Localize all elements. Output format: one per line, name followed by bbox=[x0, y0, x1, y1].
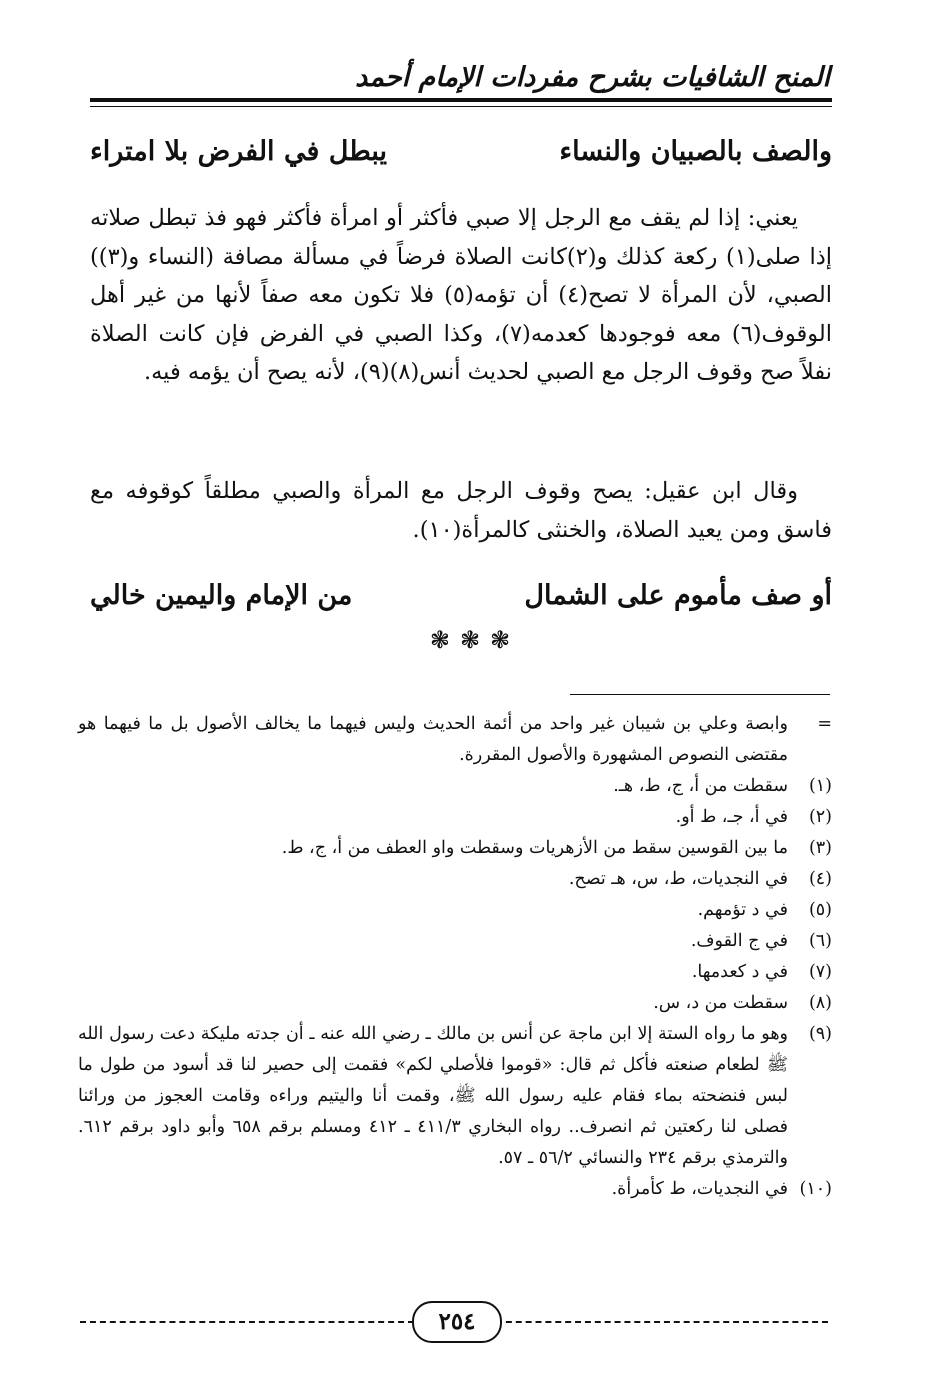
footnote-text: في د تؤمهم. bbox=[697, 900, 788, 920]
footnotes-block bbox=[78, 709, 832, 1205]
footnote-4 bbox=[78, 864, 832, 895]
footnote-text: في النجديات، ط كأمرأة. bbox=[611, 1179, 788, 1199]
footnote-text: وابصة وعلي بن شيبان غير واحد من أئمة الحديث وليس فيهما ما يخالف الأصول بل ما فيهما هو مقتضى النصوص المشهورة والأصول المقررة. bbox=[78, 714, 788, 765]
footnote-8 bbox=[78, 988, 832, 1019]
verse-1-first-hemistich: والصف بالصبيان والنساء bbox=[559, 136, 832, 167]
footnote-marker: (١٠) bbox=[799, 1179, 832, 1199]
page-number: ٢٥٤ bbox=[412, 1301, 502, 1343]
footnote-marker: (١) bbox=[808, 776, 832, 796]
footnote-marker: (٢) bbox=[808, 807, 832, 827]
footnote-text: في ج القوف. bbox=[690, 931, 788, 951]
verse-2-second-hemistich: من الإمام واليمين خالي bbox=[90, 580, 353, 611]
footnote-5 bbox=[78, 895, 832, 926]
verse-line-2 bbox=[90, 580, 832, 611]
commentary-paragraph-2 bbox=[90, 472, 832, 549]
header-rule-thin bbox=[90, 106, 832, 107]
verse-1-second-hemistich: يبطل في الفرض بلا امتراء bbox=[90, 136, 388, 167]
footnote-text: سقطت من د، س. bbox=[653, 993, 788, 1013]
footer-dashed-rule-left bbox=[80, 1321, 414, 1323]
paragraph-1-text: يعني: إذا لم يقف مع الرجل إلا صبي فأكثر أو امرأة فأكثر فهو فذ تبطل صلاته إذا صلى(١) ركعة كذلك و(٢)كانت الصلاة فرضاً في مسألة مصافة (النساء و(٣)) الصبي، لأن المرأة لا تصح(٤) أن تؤمه(٥) فلا تكون معه صفاً لأنها من غير أهل الوقوف(٦) معه فوجودها كعدمه(٧)، وكذا الصبي في الفرض فإن كانت الصلاة نفلاً صح وقوف الرجل مع الصبي لحديث أنس(٨)(٩)، لأنه يصح أن يؤمه فيه. bbox=[90, 205, 833, 385]
footnote-7 bbox=[78, 957, 832, 988]
footnote-3 bbox=[78, 833, 832, 864]
footnote-marker: = bbox=[817, 714, 832, 734]
header-rule-thick bbox=[90, 98, 832, 102]
footnote-text: في النجديات، ط، س، هـ تصح. bbox=[568, 869, 788, 889]
footer-dashed-rule-right bbox=[496, 1321, 828, 1323]
footnote-9 bbox=[78, 1019, 832, 1174]
footnote-marker: (٨) bbox=[808, 993, 832, 1013]
footnote-text: سقطت من أ، ج، ط، هـ. bbox=[613, 776, 788, 796]
verse-line-1 bbox=[90, 136, 832, 167]
footnote-marker: (٤) bbox=[808, 869, 832, 889]
footnote-1 bbox=[78, 771, 832, 802]
paragraph-2-text: وقال ابن عقيل: يصح وقوف الرجل مع المرأة والصبي مطلقاً كوقوفه مع فاسق ومن يعيد الصلاة، والخنثى كالمرأة(١٠). bbox=[90, 478, 832, 543]
footnote-text: وهو ما رواه الستة إلا ابن ماجة عن أنس بن مالك ـ رضي الله عنه ـ أن جدته مليكة دعت رسول الله ﷺ لطعام صنعته فأكل ثم قال: «قوموا فلأصلي لكم» فقمت إلى حصير لنا قد أسود من طول ما لبس فنضحته بماء فقام عليه رسول الله ﷺ، وقمت أنا واليتيم وراءه وقامت العجوز من ورائنا فصلى لنا ركعتين ثم انصرف.. رواه البخاري ٤١١/٣ ـ ٤١٢ ومسلم برقم ٦٥٨ وأبو داود برقم ٦١٢. والترمذي برقم ٢٣٤ والنسائي ٥٦/٢ ـ ٥٧. bbox=[78, 1024, 788, 1168]
section-separator-stars: ❃❃❃ bbox=[429, 626, 521, 654]
footnote-text: ما بين القوسين سقط من الأزهريات وسقطت واو العطف من أ، ج، ط. bbox=[281, 838, 788, 858]
footnote-6 bbox=[78, 926, 832, 957]
footnote-text: في أ، جـ، ط أو. bbox=[675, 807, 788, 827]
footnote-marker: (٧) bbox=[808, 962, 832, 982]
commentary-paragraph-1 bbox=[90, 199, 832, 392]
footnote-marker: (٥) bbox=[808, 900, 832, 920]
verse-2-first-hemistich: أو صف مأموم على الشمال bbox=[524, 580, 832, 611]
footnote-marker: (٩) bbox=[808, 1024, 832, 1044]
footnote-marker: (٣) bbox=[808, 838, 832, 858]
running-header-title: المنح الشافيات بشرح مفردات الإمام أحمد bbox=[355, 62, 830, 93]
footnote-text: في د كعدمها. bbox=[691, 962, 788, 982]
footnote-separator-rule bbox=[570, 694, 830, 695]
footnote-marker: (٦) bbox=[808, 931, 832, 951]
footnote-10 bbox=[78, 1174, 832, 1205]
footnote-2 bbox=[78, 802, 832, 833]
footnote-continuation bbox=[78, 709, 832, 771]
